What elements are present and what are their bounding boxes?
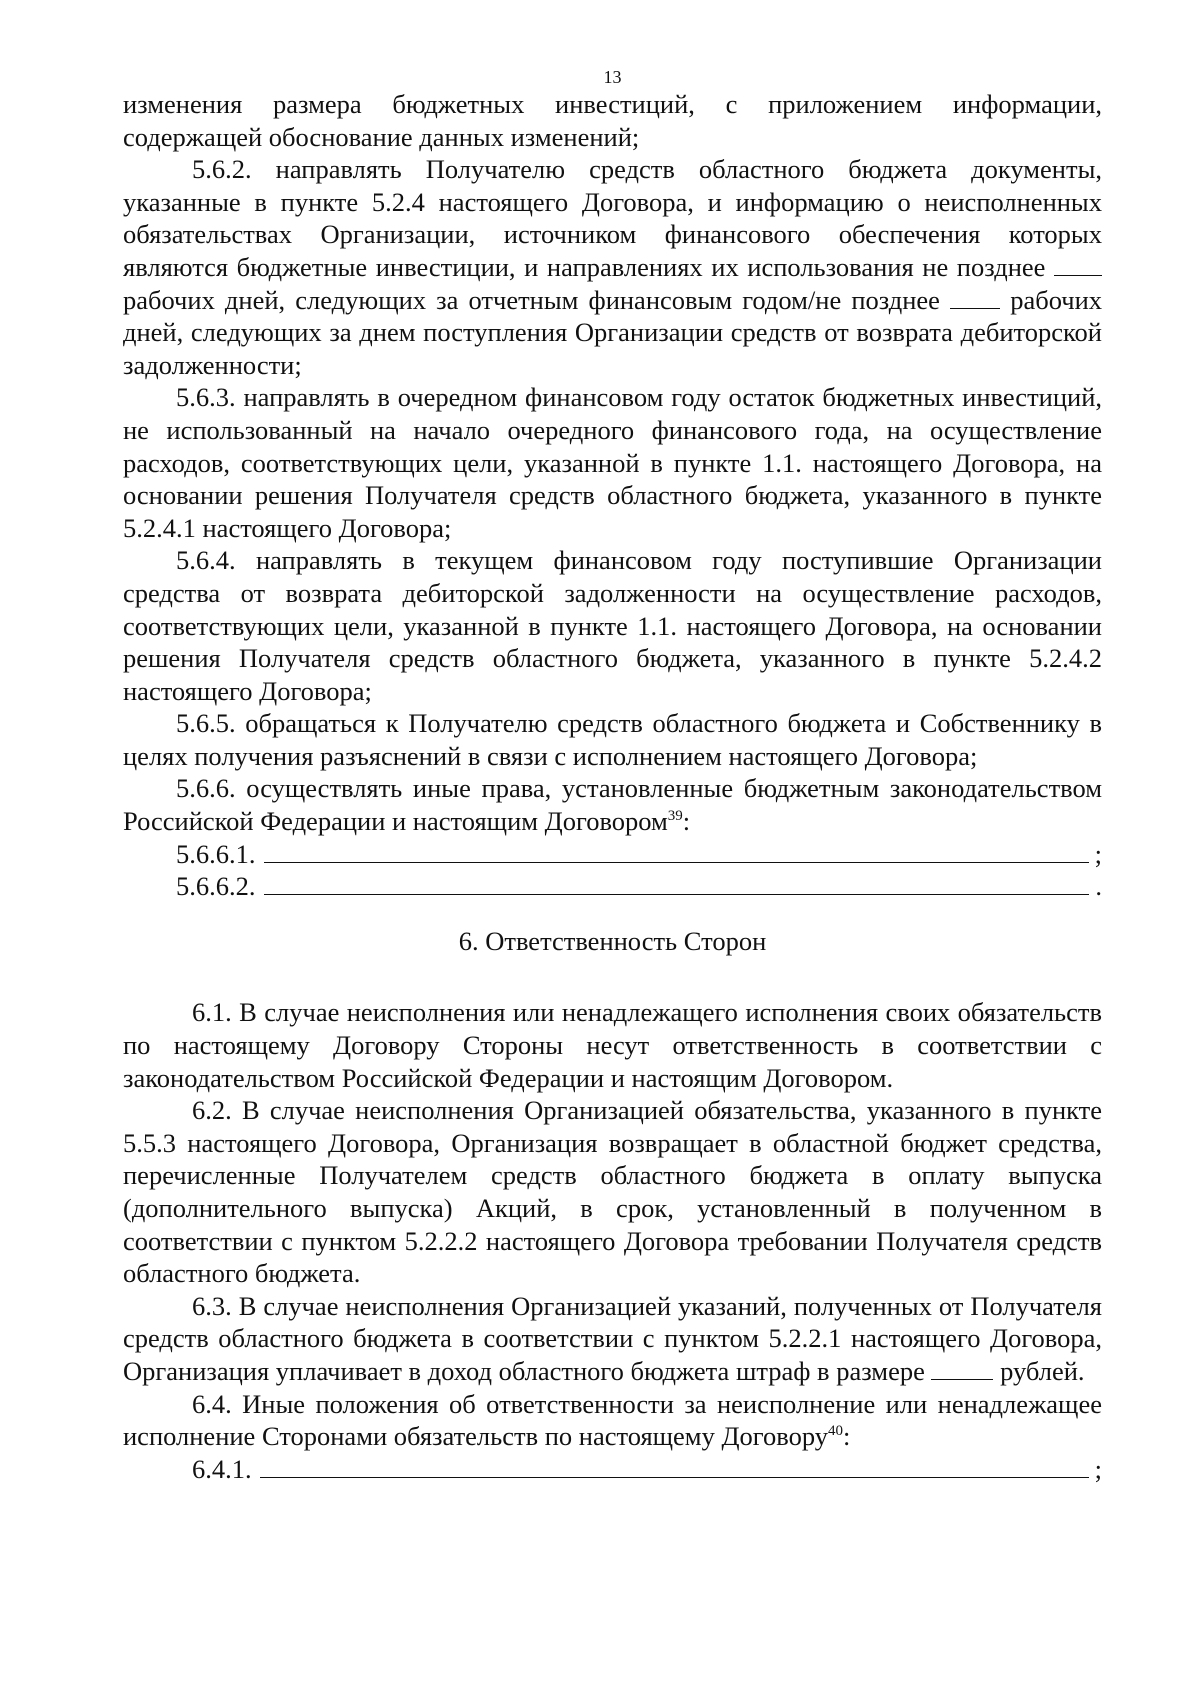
fill-line-end: ; [1094,838,1102,869]
paragraph-5-6-2-text-b: рабочих дней, следующих за отчетным финансовым годом/не позднее [123,284,940,315]
fill-line-end: . [1095,871,1102,902]
section-title: 6. Ответственность Сторон [458,925,767,956]
paragraph-5-6-6-text: 5.6.6. осуществлять иные права, установленные бюджетным законодательством Российской Федерации и настоящим Договором [123,773,1102,837]
paragraph-5-6-5: 5.6.5. обращаться к Получателю средств областного бюджета и Собственнику в целях получения разъяснений в связи с исполнением настоящего Договора; [123,708,1102,771]
paragraph-6-3 [123,1290,1102,1388]
paragraph-5-6-3: 5.6.3. направлять в очередном финансовом году остаток бюджетных инвестиций, не использованный на начало очередного финансового года, на осуществление расходов, соответствующих цели, указанной в пункте 1.1. настоящего Договора, на основании решения Получателя средств областного бюджета, указанного в пункте 5.2.4.1 настоящего Договора; [123,382,1102,543]
fill-line-number: 5.6.6.1. [176,838,256,869]
blank-days-1 [1054,253,1102,276]
paragraph-6-4-text: 6.4. Иные положения об ответственности за неисполнение или ненадлежащее исполнение Сторонами обязательств по настоящему Договору [123,1388,1102,1452]
paragraph-6-2: 6.2. В случае неисполнения Организацией обязательства, указанного в пункте 5.5.3 настоящего Договора, Организация возвращает в областной бюджет средства, перечисленные Получателем средств областного бюджета в оплату выпуска (дополнительного выпуска) Акций, в срок, установленный в полученном в соответствии с пунктом 5.2.2.2 настоящего Договора требовании Получателя средств областного бюджета. [123,1095,1102,1289]
paragraph-6-4 [123,1388,1102,1453]
fill-line-end: ; [1094,1453,1102,1484]
paragraph-5-6-2-text-a: 5.6.2. направлять Получателю средств областного бюджета документы, указанные в пункте 5.2.4 настоящего Договора, и информацию о неисполненных обязательствах Организации, источником финансового обеспечения которых являются бюджетные инвестиции, и направлениях их использования не позднее [123,154,1102,282]
fill-line-5-6-6-2 [123,870,1102,903]
paragraph-5-6-4: 5.6.4. направлять в текущем финансовом году поступившие Организации средства от возврата дебиторской задолженности на осуществление расходов, соответствующих цели, указанной в пункте 1.1. настоящего Договора, на основании решения Получателя средств областного бюджета, указанного в пункте 5.2.4.2 настоящего Договора; [123,545,1102,706]
fill-line-rule [260,1455,1089,1478]
blank-days-2 [950,286,1000,309]
page-number: 13 [603,67,622,87]
document-page [123,66,1102,1485]
footnote-ref-39: 39 [667,808,683,825]
fill-line-rule [264,840,1089,863]
paragraph-6-1: 6.1. В случае неисполнения или ненадлежащего исполнения своих обязательств по настоящему Договору Стороны несут ответственность в соответствии с законодательством Российской Федерации и настоящим Договором. [123,997,1102,1093]
footnote-ref-40: 40 [827,1423,843,1440]
fill-line-6-4-1 [123,1453,1102,1486]
paragraph-continuation: изменения размера бюджетных инвестиций, с приложением информации, содержащей обоснование данных изменений; [123,89,1102,152]
paragraph-6-4-colon: : [842,1421,851,1452]
fill-line-number: 6.4.1. [192,1453,252,1484]
paragraph-5-6-2-text-c: рабочих дней, следующих за днем поступления Организации средств от возврата дебиторской задолженности; [123,284,1103,380]
blank-fine-amount [931,1357,993,1380]
fill-line-5-6-6-1 [123,838,1102,871]
paragraph-5-6-6-colon: : [682,806,691,837]
paragraph-6-3-text-a: 6.3. В случае неисполнения Организацией указаний, полученных от Получателя средств областного бюджета в соответствии с пунктом 5.2.2.1 настоящего Договора, Организация уплачивает в доход областного бюджета штраф в размере [123,1290,1102,1386]
paragraph-6-3-text-b: рублей. [1000,1355,1085,1386]
fill-line-rule [264,872,1090,895]
fill-line-number: 5.6.6.2. [176,871,256,902]
paragraph-5-6-6 [123,772,1102,837]
paragraph-5-6-2 [123,153,1102,381]
